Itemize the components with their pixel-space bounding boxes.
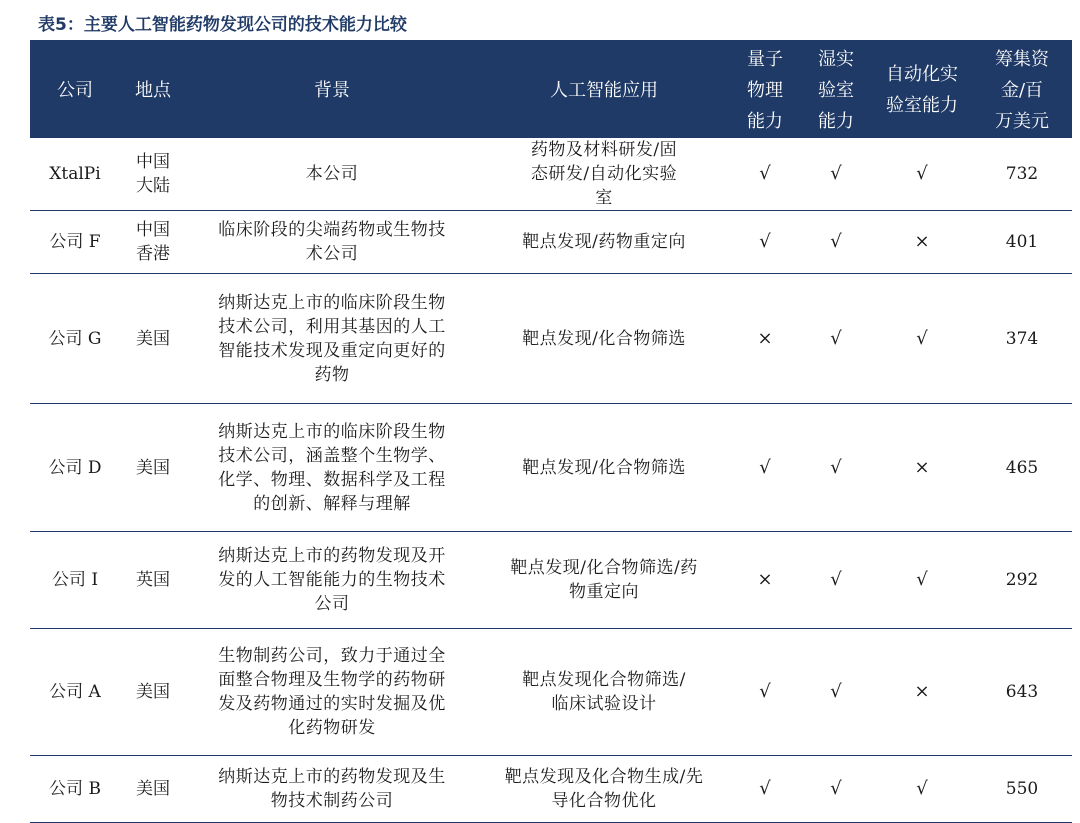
cell-ai-app: 药物及材料研发/固态研发/自动化实验室 [478,138,730,211]
cell-wetlab: √ [800,404,872,532]
cell-quantum: × [730,274,800,404]
cell-background: 纳斯达克上市的药物发现及生物技术制药公司 [186,756,478,823]
cell-autolab: √ [872,756,972,823]
cell-quantum: √ [730,404,800,532]
header-autolab: 自动化实验室能力 [872,42,972,138]
cell-ai-app: 靶点发现/化合物筛选 [478,274,730,404]
cell-location: 中国大陆 [120,138,186,211]
cell-funding: 292 [972,532,1072,629]
cell-location: 美国 [120,756,186,823]
header-ai-app: 人工智能应用 [478,42,730,138]
cell-autolab: × [872,629,972,756]
cell-company: 公司 G [30,274,120,404]
comparison-table [30,42,1072,823]
table-row [30,211,1072,274]
cell-background: 纳斯达克上市的临床阶段生物技术公司，涵盖整个生物学、化学、物理、数据科学及工程的创新、解释与理解 [186,404,478,532]
cell-ai-app: 靶点发现及化合物生成/先导化合物优化 [478,756,730,823]
cell-background: 本公司 [186,138,478,211]
table-row [30,138,1072,211]
table-row [30,756,1072,823]
header-background: 背景 [186,42,478,138]
cell-wetlab: √ [800,629,872,756]
cell-ai-app: 靶点发现/化合物筛选/药物重定向 [478,532,730,629]
cell-location: 英国 [120,532,186,629]
cell-wetlab: √ [800,274,872,404]
cell-background: 纳斯达克上市的药物发现及开发的人工智能能力的生物技术公司 [186,532,478,629]
cell-quantum: √ [730,629,800,756]
cell-company: 公司 F [30,211,120,274]
cell-company: 公司 B [30,756,120,823]
cell-autolab: √ [872,532,972,629]
cell-autolab: × [872,211,972,274]
header-quantum: 量子物理能力 [730,42,800,138]
cell-autolab: × [872,404,972,532]
table-row [30,274,1072,404]
header-funding: 筹集资金/百万美元 [972,42,1072,138]
cell-company: 公司 D [30,404,120,532]
cell-ai-app: 靶点发现化合物筛选/临床试验设计 [478,629,730,756]
table-header [30,42,1072,138]
header-location: 地点 [120,42,186,138]
cell-wetlab: √ [800,756,872,823]
cell-location: 美国 [120,404,186,532]
table-row [30,532,1072,629]
cell-ai-app: 靶点发现/药物重定向 [478,211,730,274]
cell-funding: 732 [972,138,1072,211]
cell-company: 公司 A [30,629,120,756]
cell-funding: 401 [972,211,1072,274]
cell-wetlab: √ [800,211,872,274]
cell-wetlab: √ [800,532,872,629]
cell-autolab: √ [872,274,972,404]
header-wetlab: 湿实验室能力 [800,42,872,138]
cell-location: 美国 [120,629,186,756]
cell-location: 美国 [120,274,186,404]
cell-wetlab: √ [800,138,872,211]
table-title: 表5：主要人工智能药物发现公司的技术能力比较 [38,15,407,35]
cell-quantum: √ [730,138,800,211]
cell-location: 中国香港 [120,211,186,274]
cell-funding: 465 [972,404,1072,532]
cell-background: 纳斯达克上市的临床阶段生物技术公司，利用其基因的人工智能技术发现及重定向更好的药物 [186,274,478,404]
cell-funding: 550 [972,756,1072,823]
cell-quantum: √ [730,756,800,823]
cell-company: XtalPi [30,138,120,211]
cell-ai-app: 靶点发现/化合物筛选 [478,404,730,532]
cell-funding: 374 [972,274,1072,404]
cell-quantum: √ [730,211,800,274]
cell-background: 生物制药公司，致力于通过全面整合物理及生物学的药物研发及药物通过的实时发掘及优化药物研发 [186,629,478,756]
cell-quantum: × [730,532,800,629]
table-row [30,404,1072,532]
header-company: 公司 [30,42,120,138]
table-row [30,629,1072,756]
cell-funding: 643 [972,629,1072,756]
cell-company: 公司 I [30,532,120,629]
cell-background: 临床阶段的尖端药物或生物技术公司 [186,211,478,274]
cell-autolab: √ [872,138,972,211]
